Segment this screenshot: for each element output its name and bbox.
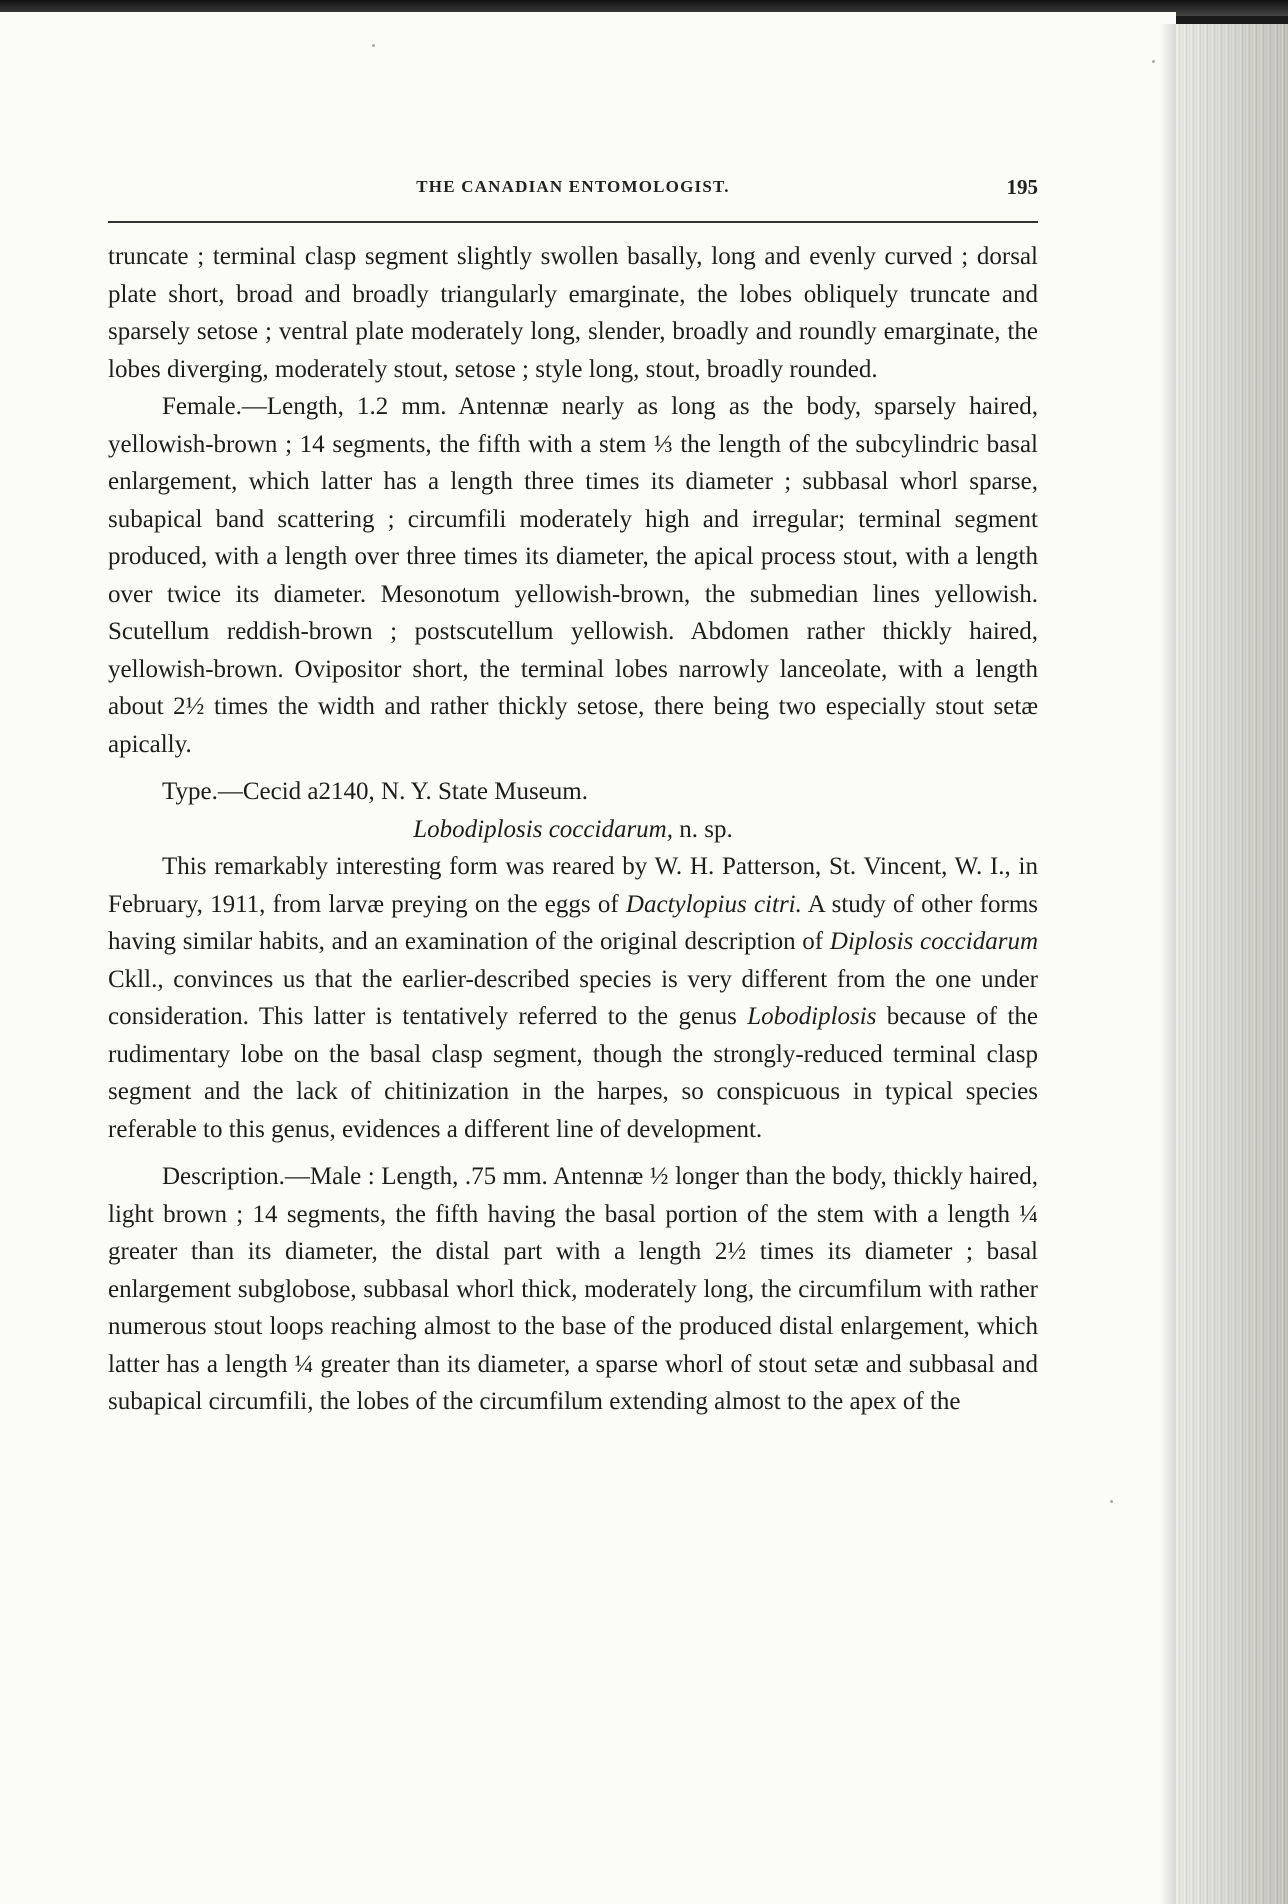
- intro-text-a: This remarkably interesting form was reared by W. H. Patterson, St. Vincent, W. I., in February, 1911, from larvæ preying on the eggs of: [108, 853, 1038, 918]
- intro-text-g: because of the rudimentary lobe on the basal clasp segment, though the strongly-reduced terminal clasp segment and the lack of chitinization in the harpes, so conspicuous in typical species referable to this genus, evidences a different line of development.: [108, 1003, 1039, 1143]
- paragraph-type: Type.—Cecid a2140, N. Y. State Museum.: [162, 778, 588, 805]
- page-header: [108, 177, 1038, 207]
- book-page-edges: [1176, 24, 1288, 1904]
- paragraph-description-male: Description.—Male : Length, .75 mm. Antennæ ½ longer than the body, thickly haired, light brown ; 14 segments, the fifth having the basal portion of the stem with a length ¼ greater than its diameter, the distal part with a length 2½ times its diameter ; basal enlargement subglobose, subbasal whorl thick, moderately long, the circumfilum with rather numerous stout loops reaching almost to the base of the produced distal enlargement, which latter has a length ¼ greater than its diameter, a sparse whorl of stout setæ and subbasal and subapical circumfili, the lobes of the circumfilum extending almost to the apex of the: [108, 1163, 1038, 1415]
- paragraph-female: Female.—Length, 1.2 mm. Antennæ nearly as long as the body, sparsely haired, yellowish-brown ; 14 segments, the fifth with a stem ⅓ the length of the subcylindric basal enlargement, which latter has a length three times its diameter ; subbasal whorl sparse, subapical band scattering ; circumfili moderately high and irregular; terminal segment produced, with a length over three times its diameter, the apical process stout, with a length over twice its diameter. Mesonotum yellowish-brown, the submedian lines yellowish. Scutellum reddish-brown ; postscutellum yellowish. Abdomen rather thickly haired, yellowish-brown. Ovipositor short, the terminal lobes narrowly lanceolate, with a length about 2½ times the width and rather thickly setose, there being two especially stout setæ apically.: [108, 393, 1038, 758]
- intro-taxon-diplosis: Diplosis coccidarum: [829, 928, 1038, 955]
- paragraph-introduction: [108, 848, 1038, 1148]
- running-head: THE CANADIAN ENTOMOLOGIST.: [416, 177, 730, 196]
- paragraph-continuation: truncate ; terminal clasp segment slightly swollen basally, long and evenly curved ; dorsal plate short, broad and broadly triangularly emarginate, the lobes obliquely truncate and sparsely setose ; ventral plate moderately long, slender, broadly and roundly emarginate, the lobes diverging, moderately stout, setose ; style long, stout, broadly rounded.: [108, 243, 1038, 383]
- species-heading: [108, 811, 1038, 849]
- page-number: 195: [1006, 175, 1038, 199]
- intro-text-e: Ckll., convinces us that the earlier-described species is very different from the one under consideration. This latter is tentatively referred to the genus: [108, 965, 1038, 1030]
- species-suffix: n. sp.: [679, 815, 733, 843]
- body-text: [108, 238, 1038, 1421]
- species-name: Lobodiplosis coccidarum,: [413, 815, 673, 843]
- intro-text-c: A study of other forms having similar habits, and an examination of the original description of: [108, 890, 1038, 955]
- intro-taxon-dactylopius: Dactylopius citri.: [625, 890, 802, 918]
- header-rule: [108, 221, 1038, 223]
- intro-taxon-lobodiplosis: Lobodiplosis: [747, 1003, 877, 1030]
